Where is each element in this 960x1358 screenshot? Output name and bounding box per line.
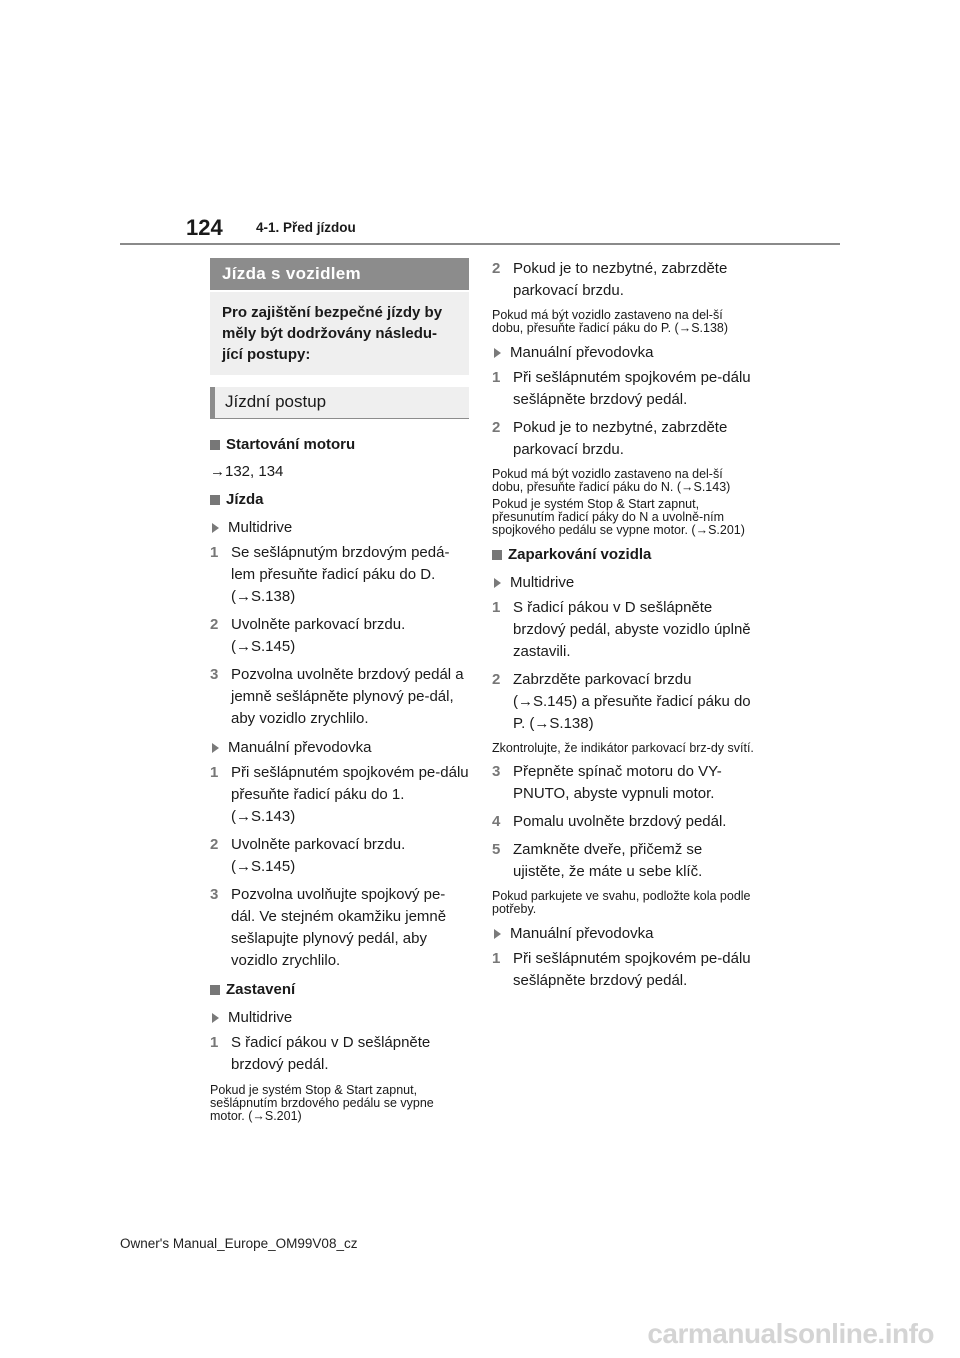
square-bullet-icon <box>210 495 220 505</box>
label-text: Multidrive <box>228 519 293 536</box>
step-text: Při sešlápnutém spojkovém pe-dálu sešlápněte brzdový pedál. <box>513 950 751 989</box>
left-column <box>210 258 469 1123</box>
step-text: Se sešlápnutým brzdovým pedá-lem přesuňte řadicí páku do D. (→S.138) <box>231 544 450 605</box>
list-item <box>492 811 754 833</box>
step-number: 1 <box>210 544 219 561</box>
note-text: Pokud má být vozidlo zastaveno na del-ší dobu, přesuňte řadicí páku do P. (→S.138) <box>492 308 729 335</box>
list-item <box>492 761 754 805</box>
step-text: Při sešlápnutém spojkovém pe-dálu přesuňte řadicí páku do 1. (→S.143) <box>231 764 469 825</box>
multidrive-label <box>492 573 754 593</box>
step-text: Uvolněte parkovací brzdu. (→S.145) <box>231 836 406 875</box>
step-text: Pomalu uvolněte brzdový pedál. <box>513 813 727 830</box>
step-text: Uvolněte parkovací brzdu. (→S.145) <box>231 616 406 655</box>
step-number: 1 <box>492 369 501 386</box>
square-bullet-icon <box>210 440 220 450</box>
list-item <box>210 884 469 972</box>
intro-box: Pro zajištění bezpečné jízdy by měly být dodržovány následu-jící postupy: <box>210 292 469 375</box>
parking-heading <box>492 545 754 565</box>
triangle-bullet-icon <box>494 348 501 358</box>
driving-heading <box>210 490 469 510</box>
heading-text: Zaparkování vozidla <box>508 546 652 563</box>
section-title: 4-1. Před jízdou <box>256 220 356 235</box>
list-item <box>210 542 469 608</box>
label-text: Manuální převodovka <box>510 925 654 942</box>
step-text: Pozvolna uvolněte brzdový pedál a jemně sešlápněte plynový pe-dál, aby vozidlo zrychlilo. <box>231 666 464 727</box>
step-text: S řadicí pákou v D sešlápněte brzdový pedál, abyste vozidlo úplně zastavili. <box>513 599 751 660</box>
step-number: 1 <box>492 599 501 616</box>
list-item <box>492 669 754 735</box>
heading-text: Jízda <box>226 491 264 508</box>
list-item <box>210 664 469 730</box>
label-text: Manuální převodovka <box>510 344 654 361</box>
step-text: Zabrzděte parkovací brzdu (→S.145) a přesuňte řadicí páku do P. (→S.138) <box>513 671 751 732</box>
manual-transmission-label <box>210 738 469 758</box>
step-number: 2 <box>210 616 219 633</box>
triangle-bullet-icon <box>212 743 219 753</box>
footer-text: Owner's Manual_Europe_OM99V08_cz <box>120 1236 358 1251</box>
triangle-bullet-icon <box>494 578 501 588</box>
multidrive-label <box>210 1008 469 1028</box>
step-number: 5 <box>492 841 501 858</box>
list-item <box>210 1032 469 1076</box>
manual-transmission-label <box>492 343 754 363</box>
step-number: 2 <box>210 836 219 853</box>
square-bullet-icon <box>210 985 220 995</box>
header-divider <box>120 243 840 245</box>
step-text: Při sešlápnutém spojkovém pe-dálu sešlápněte brzdový pedál. <box>513 369 751 408</box>
list-item <box>492 367 754 411</box>
subsection-banner: Jízdní postup <box>210 387 469 419</box>
heading-text: Zastavení <box>226 981 296 998</box>
manual-transmission-label <box>492 924 754 944</box>
triangle-bullet-icon <box>212 523 219 533</box>
label-text: Multidrive <box>228 1009 293 1026</box>
step-text: Pozvolna uvolňujte spojkový pe-dál. Ve stejném okamžiku jemně sešlapujte plynový pedál, aby vozidlo zrychlilo. <box>231 886 447 969</box>
step-text: Pokud je to nezbytné, zabrzděte parkovací brzdu. <box>513 419 728 458</box>
note-text: Pokud má být vozidlo zastaveno na del-ší dobu, přesuňte řadicí páku do N. (→S.143) <box>492 467 731 494</box>
note-text: Zkontrolujte, že indikátor parkovací brz-dy svítí. <box>492 741 754 755</box>
step-number: 3 <box>210 666 219 683</box>
step-text: Přepněte spínač motoru do VY-PNUTO, abyste vypnuli motor. <box>513 763 722 802</box>
watermark: carmanualsonline.info <box>647 1318 934 1349</box>
start-engine-heading <box>210 435 469 455</box>
note-text: Pokud parkujete ve svahu, podložte kola podle potřeby. <box>492 889 751 916</box>
list-item <box>492 597 754 663</box>
square-bullet-icon <box>492 550 502 560</box>
triangle-bullet-icon <box>494 929 501 939</box>
list-item <box>210 834 469 878</box>
note-text: Pokud je systém Stop & Start zapnut, sešlápnutím brzdového pedálu se vypne motor. (→S.201) <box>210 1083 434 1123</box>
step-number: 3 <box>210 886 219 903</box>
step-number: 4 <box>492 813 501 830</box>
step-text: Pokud je to nezbytné, zabrzděte parkovací brzdu. <box>513 260 728 299</box>
step-number: 2 <box>492 671 501 688</box>
step-number: 3 <box>492 763 501 780</box>
label-text: Manuální převodovka <box>228 739 372 756</box>
stopping-heading <box>210 980 469 1000</box>
step-number: 1 <box>210 1034 219 1051</box>
step-text: Zamkněte dveře, přičemž se ujistěte, že máte u sebe klíč. <box>513 841 703 880</box>
list-item <box>210 762 469 828</box>
heading-text: Startování motoru <box>226 436 356 453</box>
start-engine-reference: →132, 134 <box>210 463 284 480</box>
note-text: Pokud je systém Stop & Start zapnut, přesunutím řadicí páky do N a uvolně-ním spojkového pedálu se vypne motor. (→S.201) <box>492 497 745 537</box>
list-item <box>210 614 469 658</box>
list-item <box>492 417 754 461</box>
list-item <box>492 258 754 302</box>
step-number: 2 <box>492 419 501 436</box>
list-item <box>492 948 754 992</box>
step-number: 1 <box>210 764 219 781</box>
step-text: S řadicí pákou v D sešlápněte brzdový pedál. <box>231 1034 431 1073</box>
list-item <box>492 839 754 883</box>
label-text: Multidrive <box>510 574 575 591</box>
step-number: 1 <box>492 950 501 967</box>
multidrive-label <box>210 518 469 538</box>
right-column <box>492 258 754 992</box>
triangle-bullet-icon <box>212 1013 219 1023</box>
page-number: 124 <box>186 215 223 240</box>
section-banner: Jízda s vozidlem <box>210 258 469 290</box>
step-number: 2 <box>492 260 501 277</box>
